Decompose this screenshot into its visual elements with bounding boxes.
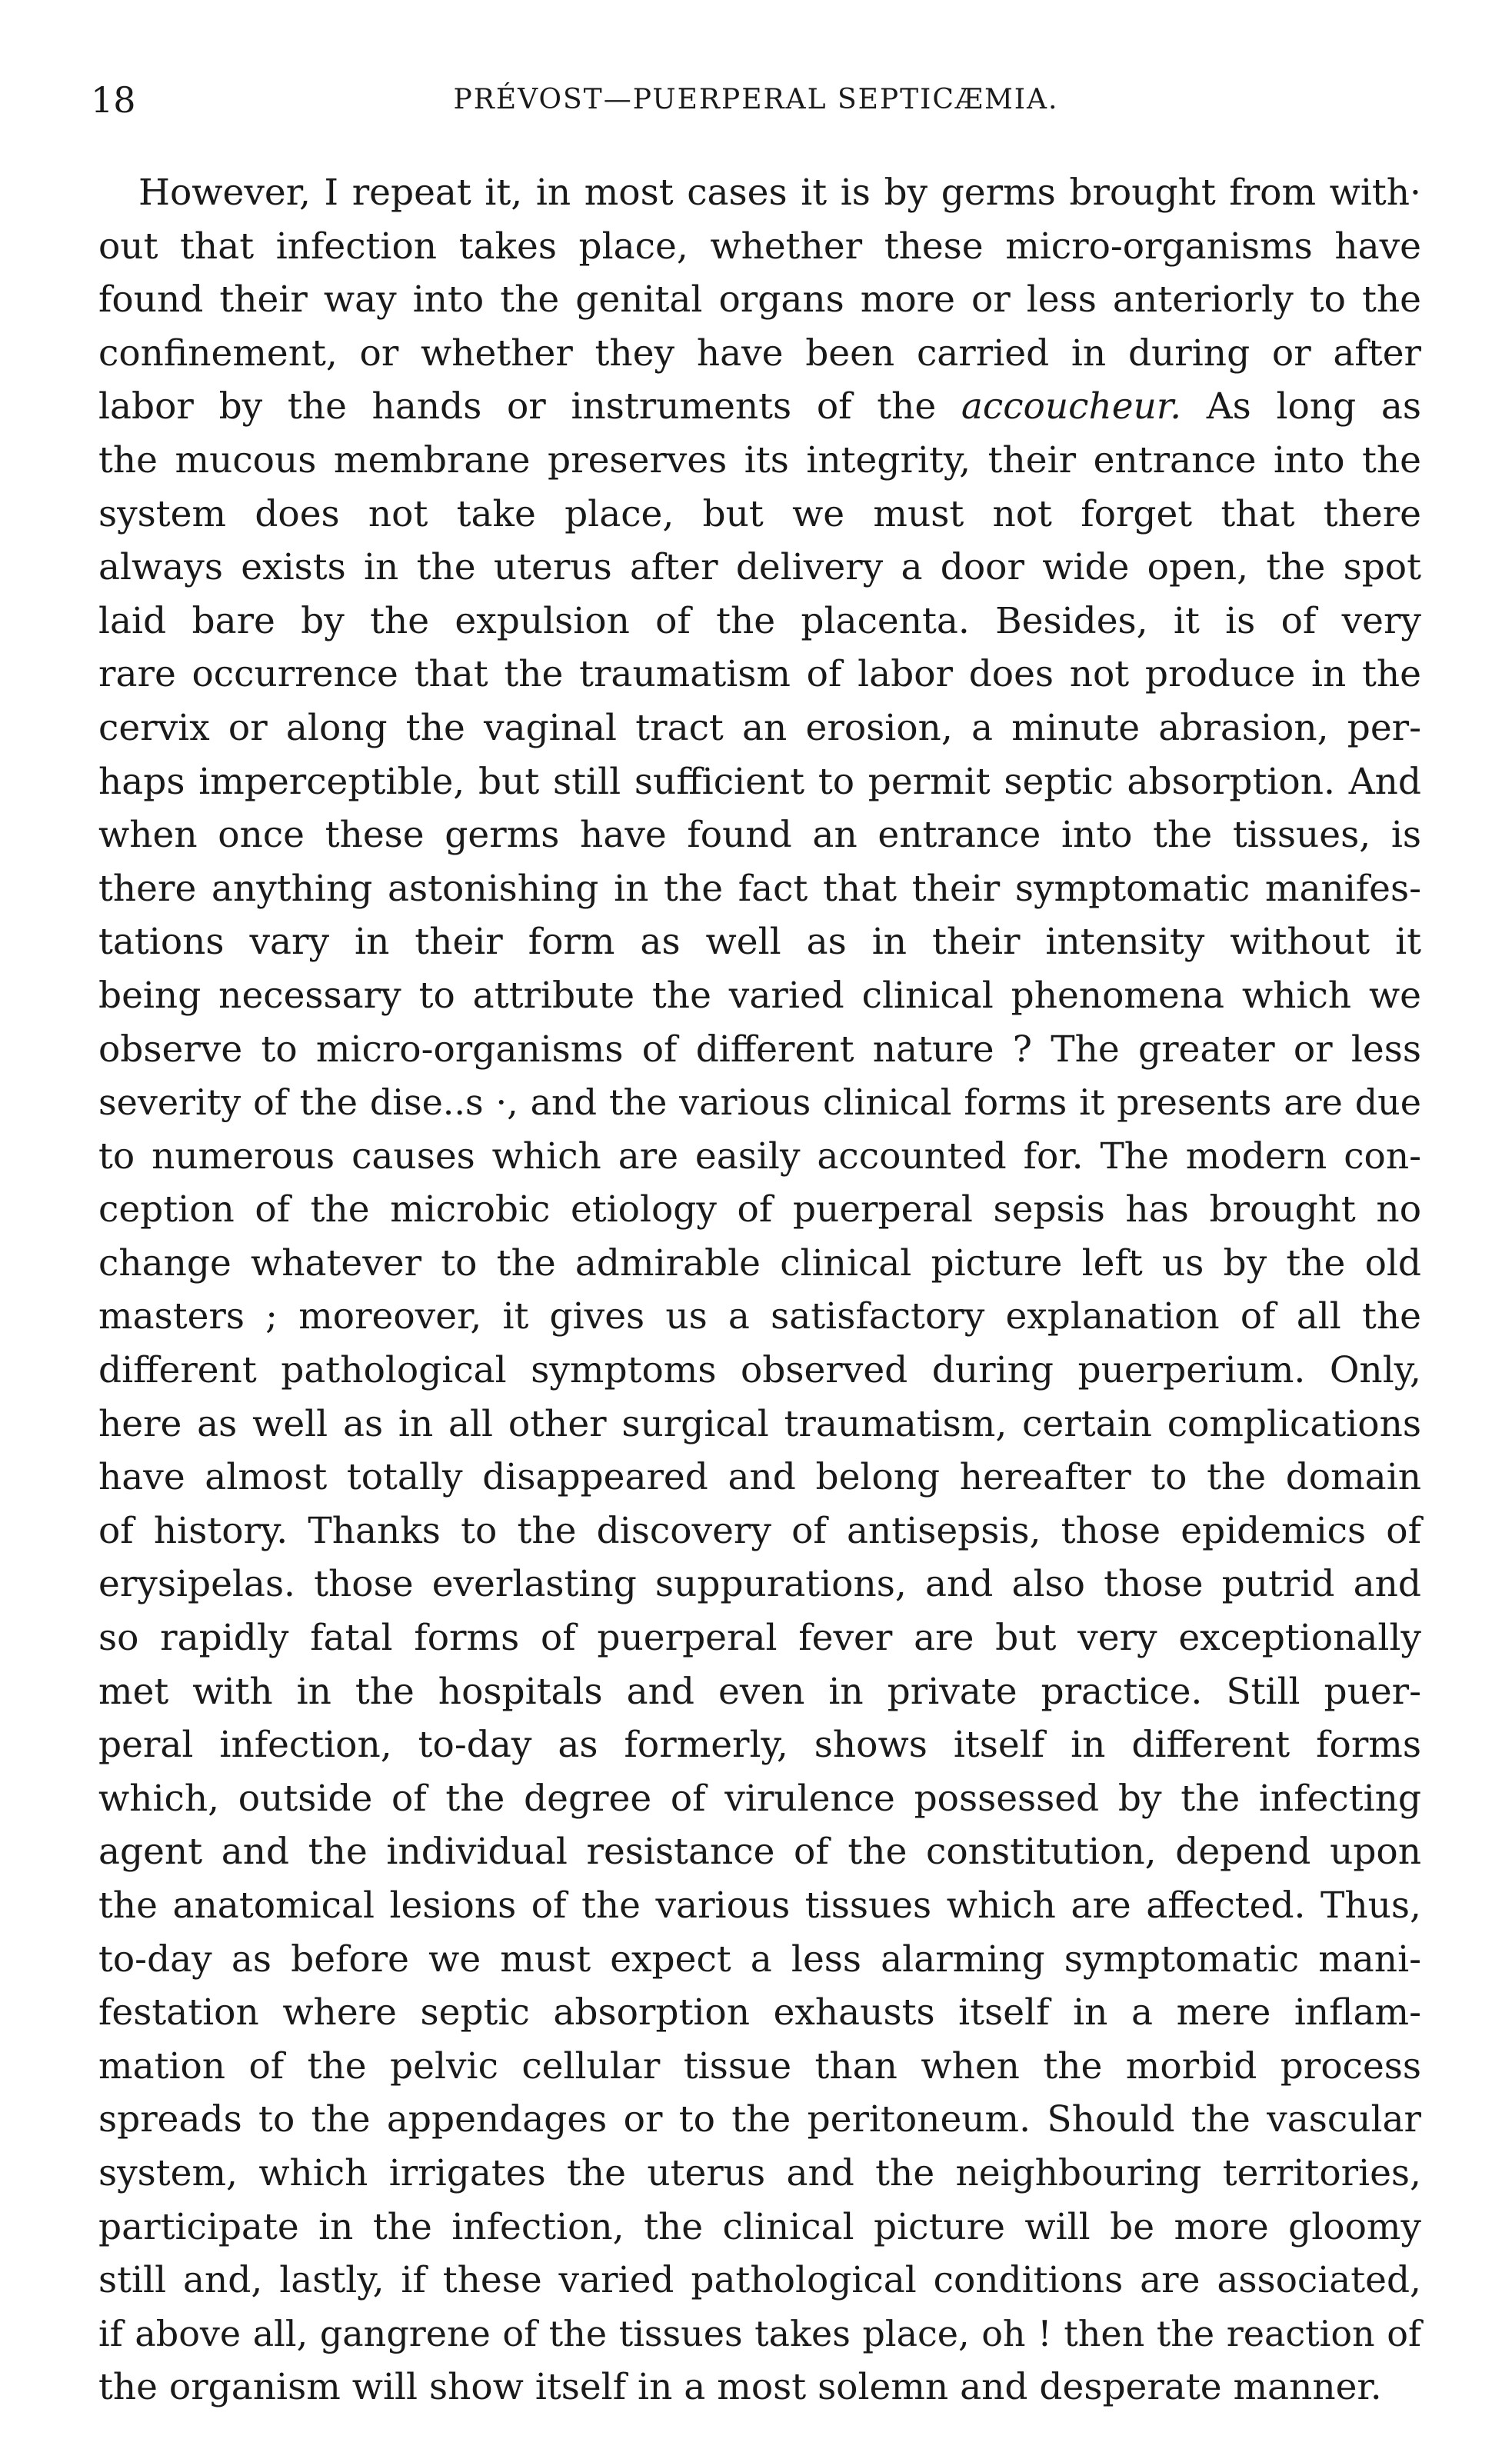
- running-title: PRÉVOST—PUERPERAL SEPTICÆMIA.: [453, 84, 1059, 115]
- text-line: spreads to the appendages or to the peritoneum. Should the vascular: [98, 2098, 1421, 2141]
- italic-term: accoucheur.: [961, 385, 1182, 428]
- text-line: participate in the infection, the clinical picture will be more gloomy: [98, 2205, 1421, 2248]
- text-line: different pathological symptoms observed during puerperium. Only,: [98, 1349, 1421, 1392]
- text-line: ception of the microbic etiology of puerperal sepsis has brought no: [98, 1188, 1421, 1231]
- text-line: mation of the pelvic cellular tissue than when the morbid process: [98, 2044, 1421, 2087]
- text-line: so rapidly fatal forms of puerperal fever are but very exceptionally: [98, 1617, 1421, 1660]
- text-line: haps imperceptible, but still sufficient to permit septic absorption. And: [98, 760, 1421, 803]
- text-line-start: labor by the hands or instruments of the: [98, 385, 937, 428]
- text-line: cervix or along the vaginal tract an erosion, a minute abrasion, per-: [98, 706, 1421, 749]
- text-line: confinement, or whether they have been carried in during or after: [98, 332, 1421, 375]
- text-line: laid bare by the expulsion of the placenta. Besides, it is of very: [98, 599, 1421, 642]
- text-line: the mucous membrane preserves its integrity, their entrance into the: [98, 438, 1421, 481]
- text-line: out that infection takes place, whether these micro-organisms have: [98, 225, 1421, 268]
- text-line: erysipelas. those everlasting suppurations, and also those putrid and: [98, 1563, 1421, 1606]
- text-line: masters ; moreover, it gives us a satisfactory explanation of all the: [98, 1295, 1421, 1338]
- text-line: agent and the individual resistance of the constitution, depend upon: [98, 1831, 1421, 1874]
- text-line: when once these germs have found an entrance into the tissues, is: [98, 814, 1421, 857]
- text-line: festation where septic absorption exhausts itself in a mere inflam-: [98, 1991, 1421, 2034]
- text-line: have almost totally disappeared and belong hereafter to the domain: [98, 1456, 1421, 1499]
- text-line: system, which irrigates the uterus and the neighbouring territories,: [98, 2151, 1421, 2194]
- text-line: However, I repeat it, in most cases it is by germs brought from with·: [138, 172, 1421, 214]
- text-line: to-day as before we must expect a less alarming symptomatic mani-: [98, 1938, 1421, 1981]
- text-line-end: As long as: [1181, 385, 1421, 428]
- text-line: met with in the hospitals and even in private practice. Still puer-: [98, 1670, 1421, 1713]
- text-line: peral infection, to-day as formerly, shows itself in different forms: [98, 1724, 1421, 1767]
- text-line: rare occurrence that the traumatism of labor does not produce in the: [98, 653, 1421, 696]
- text-line: tations vary in their form as well as in their intensity without it: [98, 921, 1421, 964]
- page-number: 18: [91, 79, 136, 121]
- text-line-last: the organism will show itself in a most solemn and desperate manner.: [98, 2366, 1382, 2409]
- page-header: [91, 77, 1421, 123]
- text-line: to numerous causes which are easily accounted for. The modern con-: [98, 1135, 1421, 1178]
- text-line: observe to micro-organisms of different nature ? The greater or less: [98, 1028, 1421, 1071]
- text-line: there anything astonishing in the fact that their symptomatic manifes-: [98, 867, 1421, 910]
- text-line: severity of the dise..s ·, and the various clinical forms it presents are due: [98, 1081, 1421, 1124]
- text-line: found their way into the genital organs more or less anteriorly to the: [98, 278, 1421, 322]
- text-line: of history. Thanks to the discovery of antisepsis, those epidemics of: [98, 1509, 1421, 1552]
- text-line: the anatomical lesions of the various tissues which are affected. Thus,: [98, 1884, 1421, 1927]
- text-line: here as well as in all other surgical traumatism, certain complications: [98, 1402, 1421, 1445]
- text-line: which, outside of the degree of virulence possessed by the infecting: [98, 1777, 1421, 1820]
- text-line: system does not take place, but we must not forget that there: [98, 492, 1421, 535]
- text-line-with-italic: [98, 380, 1421, 434]
- text-line: still and, lastly, if these varied pathological conditions are associated,: [98, 2259, 1421, 2302]
- text-line: being necessary to attribute the varied clinical phenomena which we: [98, 974, 1421, 1017]
- text-line: always exists in the uterus after delivery a door wide open, the spot: [98, 546, 1421, 589]
- body-paragraph: [98, 166, 1421, 2414]
- text-line: if above all, gangrene of the tissues takes place, oh ! then the reaction of: [98, 2312, 1421, 2354]
- text-line: change whatever to the admirable clinical picture left us by the old: [98, 1241, 1421, 1284]
